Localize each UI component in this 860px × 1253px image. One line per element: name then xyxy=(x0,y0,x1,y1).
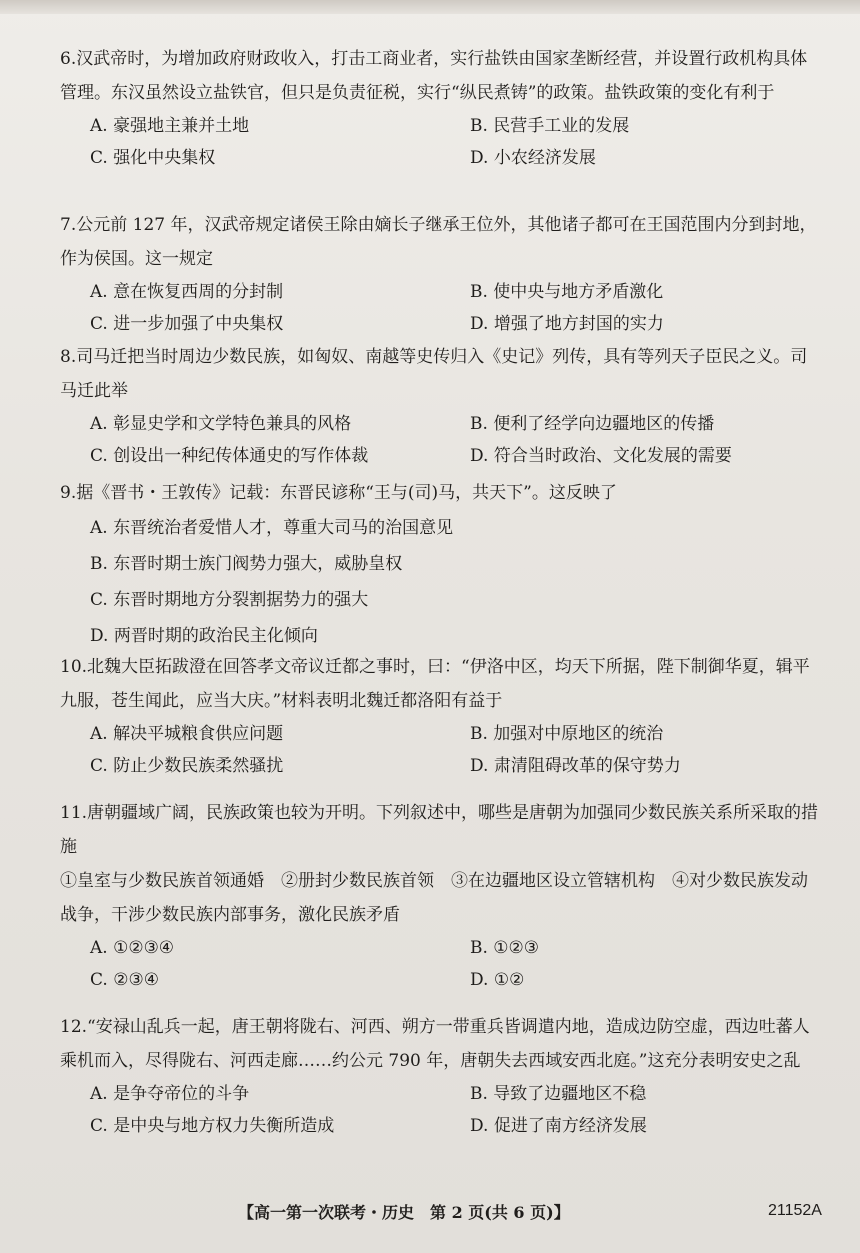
option-d: D. 增强了地方封国的实力 xyxy=(470,314,664,334)
question-stem: 12.“安禄山乱兵一起，唐王朝将陇右、河西、朔方一带重兵皆调遣内地，造成边防空虚，西边吐蕃人乘机而入，尽得陇右、河西走廊……约公元 790 年，唐朝失去西域安西北庭。”这充分表明安史之乱 xyxy=(60,1017,810,1071)
footer-page-info: 【高一第一次联考・历史 第 2 页(共 6 页)】 xyxy=(238,1203,570,1222)
option-a: A. 豪强地主兼并土地 xyxy=(90,116,250,136)
option-c: C. 进一步加强了中央集权 xyxy=(90,314,284,334)
option-a: A. 彰显史学和文学特色兼具的风格 xyxy=(90,414,352,434)
question-6 xyxy=(60,42,820,174)
option-b: B. 民营手工业的发展 xyxy=(470,116,630,136)
question-stem: 6.汉武帝时，为增加政府财政收入，打击工商业者，实行盐铁由国家垄断经营，并设置行政机构具体管理。东汉虽然设立盐铁官，但只是负责征税，实行“纵民煮铸”的政策。盐铁政策的变化有利于 xyxy=(60,49,808,103)
option-d: D. 两晋时期的政治民主化倾向 xyxy=(90,626,318,646)
question-12 xyxy=(60,1010,820,1142)
option-c: C. 是中央与地方权力失衡所造成 xyxy=(90,1116,335,1136)
option-d: D. ①② xyxy=(470,970,525,990)
question-statements: ①皇室与少数民族首领通婚 ②册封少数民族首领 ③在边疆地区设立管辖机构 ④对少数民族发动战争，干涉少数民族内部事务，激化民族矛盾 xyxy=(60,871,808,925)
page-top-edge xyxy=(0,0,860,14)
option-a: A. 是争夺帝位的斗争 xyxy=(90,1084,250,1104)
question-11 xyxy=(60,796,820,996)
option-d: D. 促进了南方经济发展 xyxy=(470,1116,647,1136)
option-c: C. 东晋时期地方分裂割据势力的强大 xyxy=(90,590,369,610)
question-10 xyxy=(60,650,820,782)
question-7 xyxy=(60,208,820,340)
option-b: B. 导致了边疆地区不稳 xyxy=(470,1084,647,1104)
option-b: B. ①②③ xyxy=(470,938,540,958)
option-d: D. 符合当时政治、文化发展的需要 xyxy=(470,446,732,466)
option-b: B. 东晋时期士族门阀势力强大，威胁皇权 xyxy=(90,554,403,574)
option-a: A. 东晋统治者爱惜人才，尊重大司马的治国意见 xyxy=(90,518,454,538)
option-a: A. 解决平城粮食供应问题 xyxy=(90,724,284,744)
question-stem: 7.公元前 127 年，汉武帝规定诸侯王除由嫡长子继承王位外，其他诸子都可在王国范围内分到封地，作为侯国。这一规定 xyxy=(60,215,817,269)
question-stem: 10.北魏大臣拓跋澄在回答孝文帝议迁都之事时，曰：“伊洛中区，均天下所据，陛下制御华夏，辑平九服，苍生闻此，应当大庆。”材料表明北魏迁都洛阳有益于 xyxy=(60,657,810,711)
question-stem: 9.据《晋书・王敦传》记载：东晋民谚称“王与(司)马，共天下”。这反映了 xyxy=(60,483,617,503)
option-d: D. 小农经济发展 xyxy=(470,148,596,168)
footer-exam-code: 21152A xyxy=(768,1202,822,1219)
option-d: D. 肃清阻碍改革的保守势力 xyxy=(470,756,681,776)
option-c: C. 防止少数民族柔然骚扰 xyxy=(90,756,284,776)
question-8 xyxy=(60,340,820,472)
option-b: B. 使中央与地方矛盾激化 xyxy=(470,282,664,302)
question-9 xyxy=(60,476,820,654)
option-a: A. ①②③④ xyxy=(90,938,175,958)
question-stem: 8.司马迁把当时周边少数民族，如匈奴、南越等史传归入《史记》列传，具有等列天子臣民之义。司马迁此举 xyxy=(60,347,808,401)
option-b: B. 便利了经学向边疆地区的传播 xyxy=(470,414,715,434)
option-c: C. 创设出一种纪传体通史的写作体裁 xyxy=(90,446,369,466)
option-c: C. ②③④ xyxy=(90,970,159,990)
question-stem: 11.唐朝疆域广阔，民族政策也较为开明。下列叙述中，哪些是唐朝为加强同少数民族关系所采取的措施 xyxy=(60,803,819,857)
option-a: A. 意在恢复西周的分封制 xyxy=(90,282,284,302)
option-b: B. 加强对中原地区的统治 xyxy=(470,724,664,744)
option-c: C. 强化中央集权 xyxy=(90,148,216,168)
